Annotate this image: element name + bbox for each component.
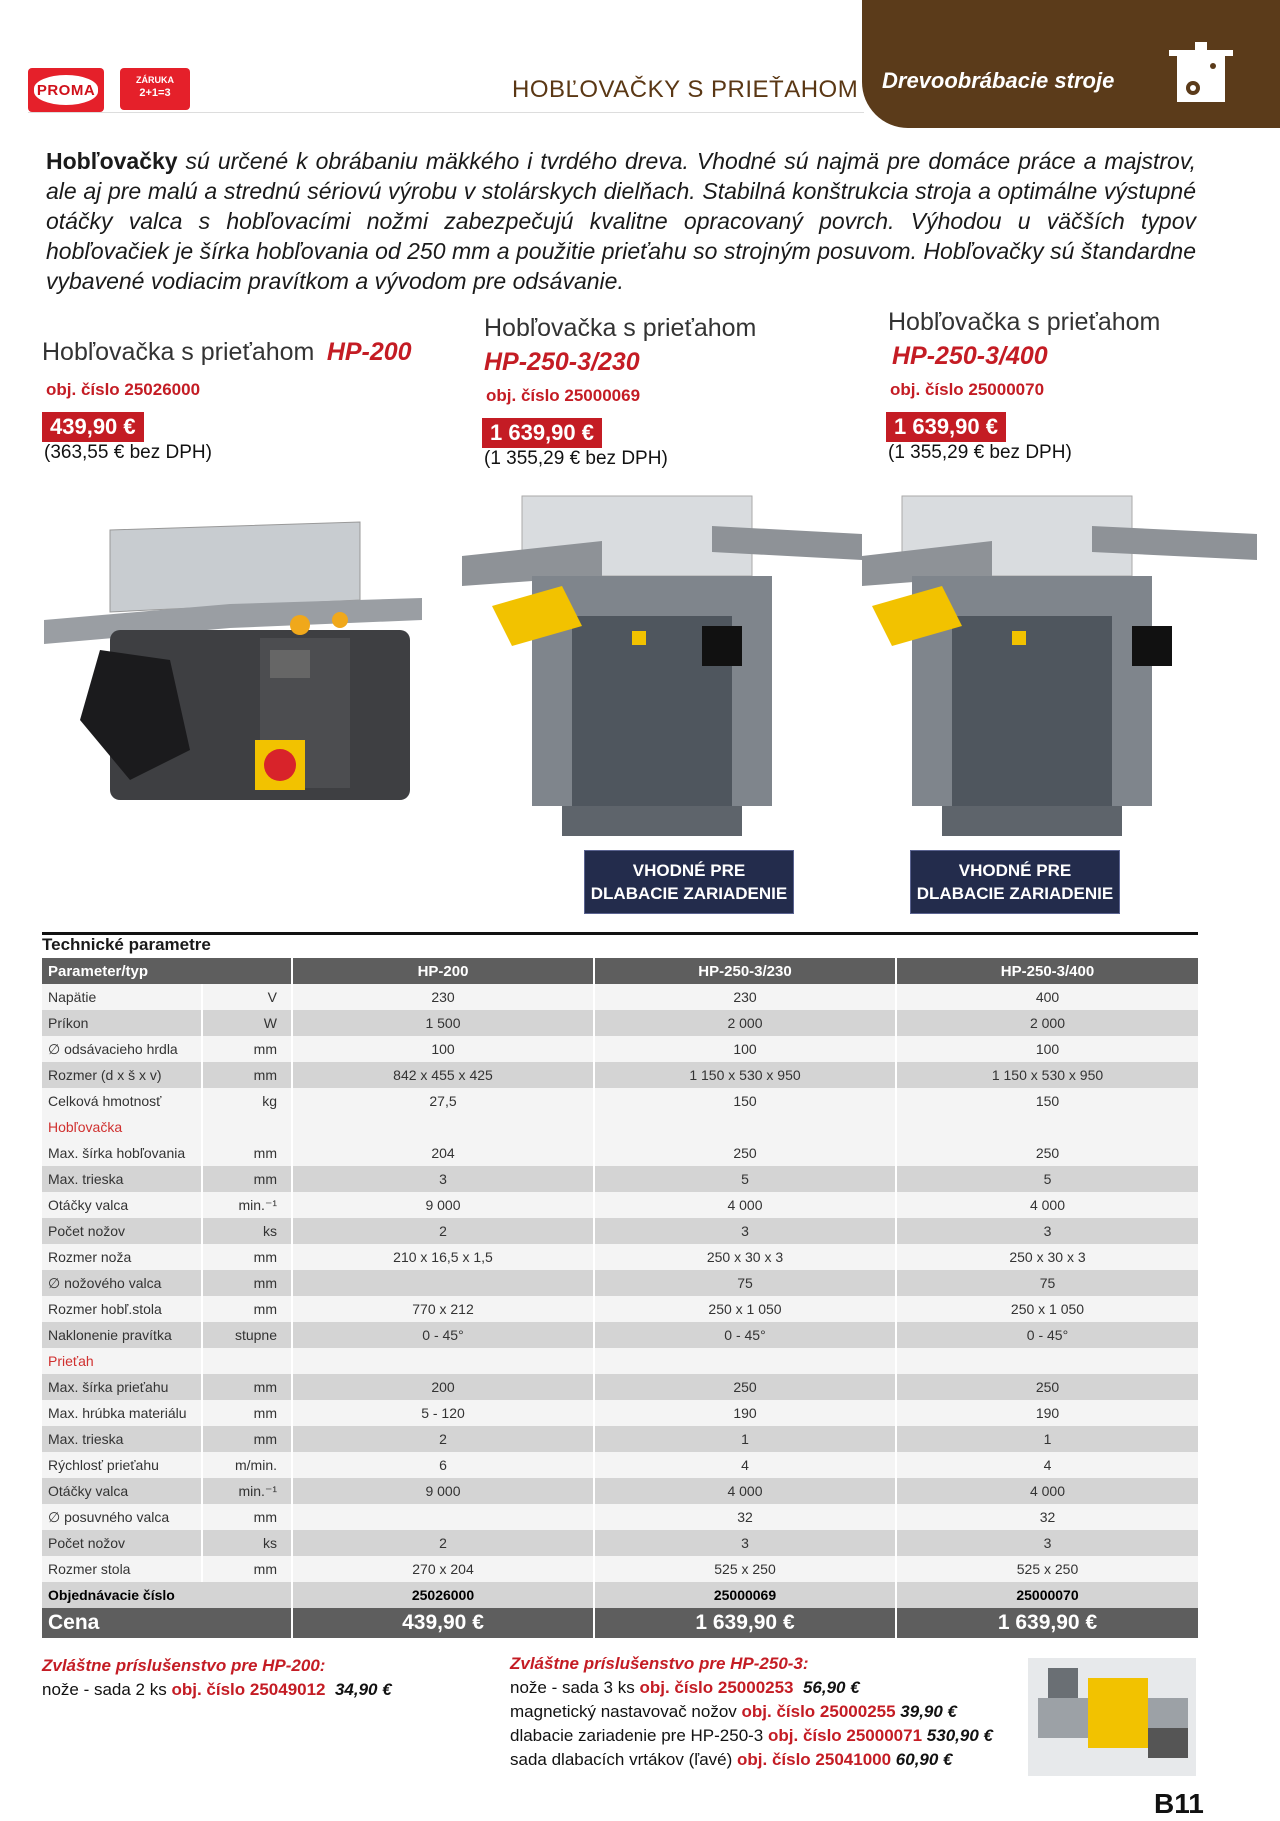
param-value: 2 bbox=[292, 1530, 594, 1556]
param-name: ∅ odsávacieho hrdla bbox=[42, 1036, 202, 1062]
product-obj-number: obj. číslo 25026000 bbox=[46, 380, 201, 399]
logo-text: PROMA bbox=[36, 81, 96, 99]
product-price: 1 639,90 € bbox=[886, 412, 1006, 442]
param-name: Napätie bbox=[42, 984, 202, 1010]
param-value: 190 bbox=[896, 1400, 1198, 1426]
param-value bbox=[292, 1114, 594, 1140]
product-obj-number: obj. číslo 25000069 bbox=[486, 386, 641, 405]
param-name: Prieťah bbox=[42, 1348, 202, 1374]
param-value: 250 bbox=[896, 1140, 1198, 1166]
header-rule bbox=[28, 112, 864, 113]
accessory-item bbox=[510, 1748, 993, 1772]
table-section-row bbox=[42, 1348, 1198, 1374]
param-value: 1 bbox=[896, 1426, 1198, 1452]
planer-hp200-image bbox=[40, 520, 430, 820]
param-value: 200 bbox=[292, 1374, 594, 1400]
param-value: 5 bbox=[594, 1166, 896, 1192]
param-unit: mm bbox=[202, 1426, 292, 1452]
param-name: Rozmer hobľ.stola bbox=[42, 1296, 202, 1322]
order-hp250-230: 25000069 bbox=[594, 1582, 896, 1608]
accessory-obj: obj. číslo 25000253 bbox=[639, 1678, 794, 1697]
param-value bbox=[292, 1504, 594, 1530]
param-value: 0 - 45° bbox=[896, 1322, 1198, 1348]
param-value: 250 bbox=[594, 1374, 896, 1400]
param-unit: mm bbox=[202, 1166, 292, 1192]
table-row bbox=[42, 1400, 1198, 1426]
accessory-price: 56,90 € bbox=[802, 1678, 860, 1697]
product-net-price: (363,55 € bez DPH) bbox=[44, 442, 212, 463]
param-unit: ks bbox=[202, 1218, 292, 1244]
param-name: Max. trieska bbox=[42, 1166, 202, 1192]
param-value: 1 150 x 530 x 950 bbox=[594, 1062, 896, 1088]
table-row bbox=[42, 1062, 1198, 1088]
param-unit: min.⁻¹ bbox=[202, 1478, 292, 1504]
param-value: 4 000 bbox=[594, 1192, 896, 1218]
badge-line-2: DLABACIE ZARIADENIE bbox=[916, 884, 1114, 903]
table-row bbox=[42, 1504, 1198, 1530]
param-name: Max. trieska bbox=[42, 1426, 202, 1452]
accessories-hp250-list bbox=[510, 1676, 993, 1772]
param-name: Celková hmotnosť bbox=[42, 1088, 202, 1114]
param-value: 5 - 120 bbox=[292, 1400, 594, 1426]
order-hp250-400: 25000070 bbox=[896, 1582, 1198, 1608]
param-unit: mm bbox=[202, 1140, 292, 1166]
param-value: 1 500 bbox=[292, 1010, 594, 1036]
param-unit bbox=[202, 1114, 292, 1140]
accessory-item bbox=[42, 1678, 392, 1702]
warranty-top: ZÁRUKA bbox=[136, 75, 174, 85]
param-value: 27,5 bbox=[292, 1088, 594, 1114]
param-value: 250 bbox=[896, 1374, 1198, 1400]
param-unit: mm bbox=[202, 1270, 292, 1296]
col-header-hp200: HP-200 bbox=[292, 958, 594, 984]
table-row bbox=[42, 1530, 1198, 1556]
param-unit: mm bbox=[202, 1400, 292, 1426]
param-name: Príkon bbox=[42, 1010, 202, 1036]
param-value: 525 x 250 bbox=[896, 1556, 1198, 1582]
param-value: 150 bbox=[896, 1088, 1198, 1114]
accessory-obj: obj. číslo 25049012 bbox=[171, 1680, 326, 1699]
warranty-badge bbox=[120, 68, 190, 110]
param-value bbox=[594, 1114, 896, 1140]
product-name: Hobľovačka s prieťahom bbox=[484, 314, 757, 342]
param-value bbox=[594, 1348, 896, 1374]
table-heading: Technické parametre bbox=[42, 935, 211, 954]
param-value: 100 bbox=[594, 1036, 896, 1062]
param-value: 3 bbox=[594, 1530, 896, 1556]
param-value: 3 bbox=[292, 1166, 594, 1192]
table-row bbox=[42, 1192, 1198, 1218]
param-unit: W bbox=[202, 1010, 292, 1036]
table-row bbox=[42, 1426, 1198, 1452]
intro-text: sú určené k obrábaniu mäkkého i tvrdého dreva. Vhodné sú najmä pre domáce práce a majstrov, ale aj pre malú a strednú sériovú výrobu v stolárskych dielňach. Stabilná konštrukcia stroja a optimálne výstupné otáčky valca s hobľovacími nožmi zabezpečujú kvalitne opracovaný povrch. Výhodou u väčších typov hobľovačiek je šírka hobľovania od 250 mm a použitie prieťahu so strojným posuvom. Hobľovačky sú štandardne vybavené vodiacim pravítkom a vývodom pre odsávanie. bbox=[46, 148, 1196, 294]
param-value: 75 bbox=[896, 1270, 1198, 1296]
param-value: 3 bbox=[594, 1218, 896, 1244]
price-row bbox=[42, 1608, 1198, 1638]
param-value: 3 bbox=[896, 1218, 1198, 1244]
param-value: 100 bbox=[292, 1036, 594, 1062]
param-value bbox=[292, 1270, 594, 1296]
param-value: 4 000 bbox=[896, 1192, 1198, 1218]
param-name: Max. šírka prieťahu bbox=[42, 1374, 202, 1400]
param-unit: mm bbox=[202, 1244, 292, 1270]
table-row bbox=[42, 1374, 1198, 1400]
planer-hp250-230-image bbox=[462, 486, 867, 856]
param-value: 3 bbox=[896, 1530, 1198, 1556]
intro-paragraph bbox=[46, 146, 1196, 296]
order-label: Objednávacie číslo bbox=[42, 1582, 292, 1608]
mortiser-badge bbox=[584, 850, 794, 914]
table-row bbox=[42, 1218, 1198, 1244]
product-price: 1 639,90 € bbox=[482, 418, 602, 448]
param-value: 204 bbox=[292, 1140, 594, 1166]
param-value: 0 - 45° bbox=[292, 1322, 594, 1348]
param-value: 210 x 16,5 x 1,5 bbox=[292, 1244, 594, 1270]
accessory-item bbox=[510, 1724, 993, 1748]
param-value: 250 x 30 x 3 bbox=[896, 1244, 1198, 1270]
product-obj-number: obj. číslo 25000070 bbox=[890, 380, 1045, 399]
param-value: 250 x 30 x 3 bbox=[594, 1244, 896, 1270]
price-hp250-230: 1 639,90 € bbox=[594, 1608, 896, 1638]
param-name: Rýchlosť prieťahu bbox=[42, 1452, 202, 1478]
param-value: 9 000 bbox=[292, 1192, 594, 1218]
product-model: HP-250-3/400 bbox=[892, 342, 1048, 370]
param-value bbox=[896, 1348, 1198, 1374]
param-value: 32 bbox=[594, 1504, 896, 1530]
param-name: ∅ posuvného valca bbox=[42, 1504, 202, 1530]
section-title: HOBĽOVAČKY S PRIEŤAHOM bbox=[512, 76, 859, 103]
table-row bbox=[42, 984, 1198, 1010]
product-name: Hobľovačka s prieťahom bbox=[42, 338, 315, 366]
param-name: Počet nožov bbox=[42, 1218, 202, 1244]
badge-line-1: VHODNÉ PRE bbox=[632, 861, 746, 880]
param-unit: kg bbox=[202, 1088, 292, 1114]
proma-logo bbox=[28, 68, 104, 112]
accessories-hp200-title: Zvláštne príslušenstvo pre HP-200: bbox=[42, 1656, 326, 1675]
param-value: 2 000 bbox=[896, 1010, 1198, 1036]
order-number-row bbox=[42, 1582, 1198, 1608]
accessories-hp200-list bbox=[42, 1678, 392, 1702]
param-name: Rozmer noža bbox=[42, 1244, 202, 1270]
product-net-price: (1 355,29 € bez DPH) bbox=[888, 442, 1072, 463]
param-value: 1 bbox=[594, 1426, 896, 1452]
accessory-text: dlabacie zariadenie pre HP-250-3 bbox=[510, 1726, 768, 1745]
param-name: Naklonenie pravítka bbox=[42, 1322, 202, 1348]
table-row bbox=[42, 1478, 1198, 1504]
param-value: 4 000 bbox=[594, 1478, 896, 1504]
param-value: 2 bbox=[292, 1426, 594, 1452]
param-name: Hobľovačka bbox=[42, 1114, 202, 1140]
param-value: 525 x 250 bbox=[594, 1556, 896, 1582]
table-row bbox=[42, 1322, 1198, 1348]
param-name: Otáčky valca bbox=[42, 1478, 202, 1504]
param-unit: min.⁻¹ bbox=[202, 1192, 292, 1218]
param-unit: m/min. bbox=[202, 1452, 292, 1478]
param-unit bbox=[202, 1348, 292, 1374]
param-unit: V bbox=[202, 984, 292, 1010]
param-value: 770 x 212 bbox=[292, 1296, 594, 1322]
badge-line-2: DLABACIE ZARIADENIE bbox=[590, 884, 788, 903]
badge-line-1: VHODNÉ PRE bbox=[958, 861, 1072, 880]
param-value: 4 000 bbox=[896, 1478, 1198, 1504]
col-header-parameter: Parameter/typ bbox=[42, 958, 292, 984]
param-value: 250 bbox=[594, 1140, 896, 1166]
param-value: 150 bbox=[594, 1088, 896, 1114]
table-row bbox=[42, 1010, 1198, 1036]
param-value: 250 x 1 050 bbox=[896, 1296, 1198, 1322]
accessory-text: nože - sada 2 ks bbox=[42, 1680, 172, 1699]
accessory-item bbox=[510, 1676, 993, 1700]
table-row bbox=[42, 1140, 1198, 1166]
table-row bbox=[42, 1270, 1198, 1296]
param-value: 230 bbox=[292, 984, 594, 1010]
col-header-hp250-230: HP-250-3/230 bbox=[594, 958, 896, 984]
param-name: Otáčky valca bbox=[42, 1192, 202, 1218]
param-unit: mm bbox=[202, 1374, 292, 1400]
param-unit: mm bbox=[202, 1504, 292, 1530]
param-name: Rozmer stola bbox=[42, 1556, 202, 1582]
order-hp200: 25026000 bbox=[292, 1582, 594, 1608]
param-value: 842 x 455 x 425 bbox=[292, 1062, 594, 1088]
table-row bbox=[42, 1296, 1198, 1322]
spec-table bbox=[42, 958, 1198, 1638]
page-number: B11 bbox=[1154, 1788, 1204, 1819]
mortiser-badge bbox=[910, 850, 1120, 914]
param-name: Max. hrúbka materiálu bbox=[42, 1400, 202, 1426]
product-name: Hobľovačka s prieťahom bbox=[888, 308, 1161, 336]
param-name: ∅ nožového valca bbox=[42, 1270, 202, 1296]
accessory-text: nože - sada 3 ks bbox=[510, 1678, 640, 1697]
planer-machine-icon bbox=[1165, 36, 1237, 108]
accessory-text: magnetický nastavovač nožov bbox=[510, 1702, 742, 1721]
param-value: 270 x 204 bbox=[292, 1556, 594, 1582]
param-value bbox=[292, 1348, 594, 1374]
param-value: 32 bbox=[896, 1504, 1198, 1530]
accessory-obj: obj. číslo 25041000 bbox=[737, 1750, 892, 1769]
param-unit: mm bbox=[202, 1296, 292, 1322]
accessory-price: 39,90 € bbox=[900, 1702, 958, 1721]
table-row bbox=[42, 1452, 1198, 1478]
param-unit: mm bbox=[202, 1062, 292, 1088]
col-header-hp250-400: HP-250-3/400 bbox=[896, 958, 1198, 984]
product-model: HP-200 bbox=[326, 338, 412, 366]
product-net-price: (1 355,29 € bez DPH) bbox=[484, 448, 668, 469]
param-value: 4 bbox=[594, 1452, 896, 1478]
planer-hp250-400-image bbox=[862, 486, 1267, 856]
accessory-price: 60,90 € bbox=[895, 1750, 953, 1769]
param-value: 9 000 bbox=[292, 1478, 594, 1504]
param-value: 5 bbox=[896, 1166, 1198, 1192]
accessory-item bbox=[510, 1700, 993, 1724]
param-value bbox=[896, 1114, 1198, 1140]
param-value: 400 bbox=[896, 984, 1198, 1010]
intro-lead: Hobľovačky bbox=[46, 148, 178, 174]
param-value: 100 bbox=[896, 1036, 1198, 1062]
param-unit: stupne bbox=[202, 1322, 292, 1348]
table-row bbox=[42, 1244, 1198, 1270]
accessory-price: 530,90 € bbox=[926, 1726, 993, 1745]
product-price: 439,90 € bbox=[42, 412, 144, 442]
param-value: 190 bbox=[594, 1400, 896, 1426]
param-value: 2 bbox=[292, 1218, 594, 1244]
price-label: Cena bbox=[42, 1608, 292, 1638]
table-row bbox=[42, 1036, 1198, 1062]
technical-parameters bbox=[42, 932, 1198, 1638]
accessories-hp250-title: Zvláštne príslušenstvo pre HP-250-3: bbox=[510, 1654, 809, 1673]
param-name: Max. šírka hobľovania bbox=[42, 1140, 202, 1166]
param-name: Rozmer (d x š x v) bbox=[42, 1062, 202, 1088]
category-title: Drevoobrábacie stroje bbox=[882, 68, 1115, 93]
table-row bbox=[42, 1556, 1198, 1582]
table-header-row bbox=[42, 958, 1198, 984]
param-value: 6 bbox=[292, 1452, 594, 1478]
param-value: 2 000 bbox=[594, 1010, 896, 1036]
accessory-obj: obj. číslo 25000255 bbox=[741, 1702, 896, 1721]
accessory-text: sada dlabacích vrtákov (ľavé) bbox=[510, 1750, 738, 1769]
warranty-bottom: 2+1=3 bbox=[139, 87, 171, 99]
param-unit: mm bbox=[202, 1556, 292, 1582]
product-model: HP-250-3/230 bbox=[484, 348, 640, 376]
param-value: 75 bbox=[594, 1270, 896, 1296]
param-name: Počet nožov bbox=[42, 1530, 202, 1556]
param-value: 4 bbox=[896, 1452, 1198, 1478]
accessory-price: 34,90 € bbox=[334, 1680, 392, 1699]
table-row bbox=[42, 1088, 1198, 1114]
param-value: 230 bbox=[594, 984, 896, 1010]
param-value: 1 150 x 530 x 950 bbox=[896, 1062, 1198, 1088]
param-value: 250 x 1 050 bbox=[594, 1296, 896, 1322]
table-section-row bbox=[42, 1114, 1198, 1140]
price-hp200: 439,90 € bbox=[292, 1608, 594, 1638]
price-hp250-400: 1 639,90 € bbox=[896, 1608, 1198, 1638]
table-row bbox=[42, 1166, 1198, 1192]
param-value: 0 - 45° bbox=[594, 1322, 896, 1348]
param-unit: ks bbox=[202, 1530, 292, 1556]
mortising-attachment-image bbox=[1028, 1658, 1196, 1776]
product-hp200 bbox=[42, 338, 412, 367]
accessory-obj: obj. číslo 25000071 bbox=[768, 1726, 923, 1745]
param-unit: mm bbox=[202, 1036, 292, 1062]
